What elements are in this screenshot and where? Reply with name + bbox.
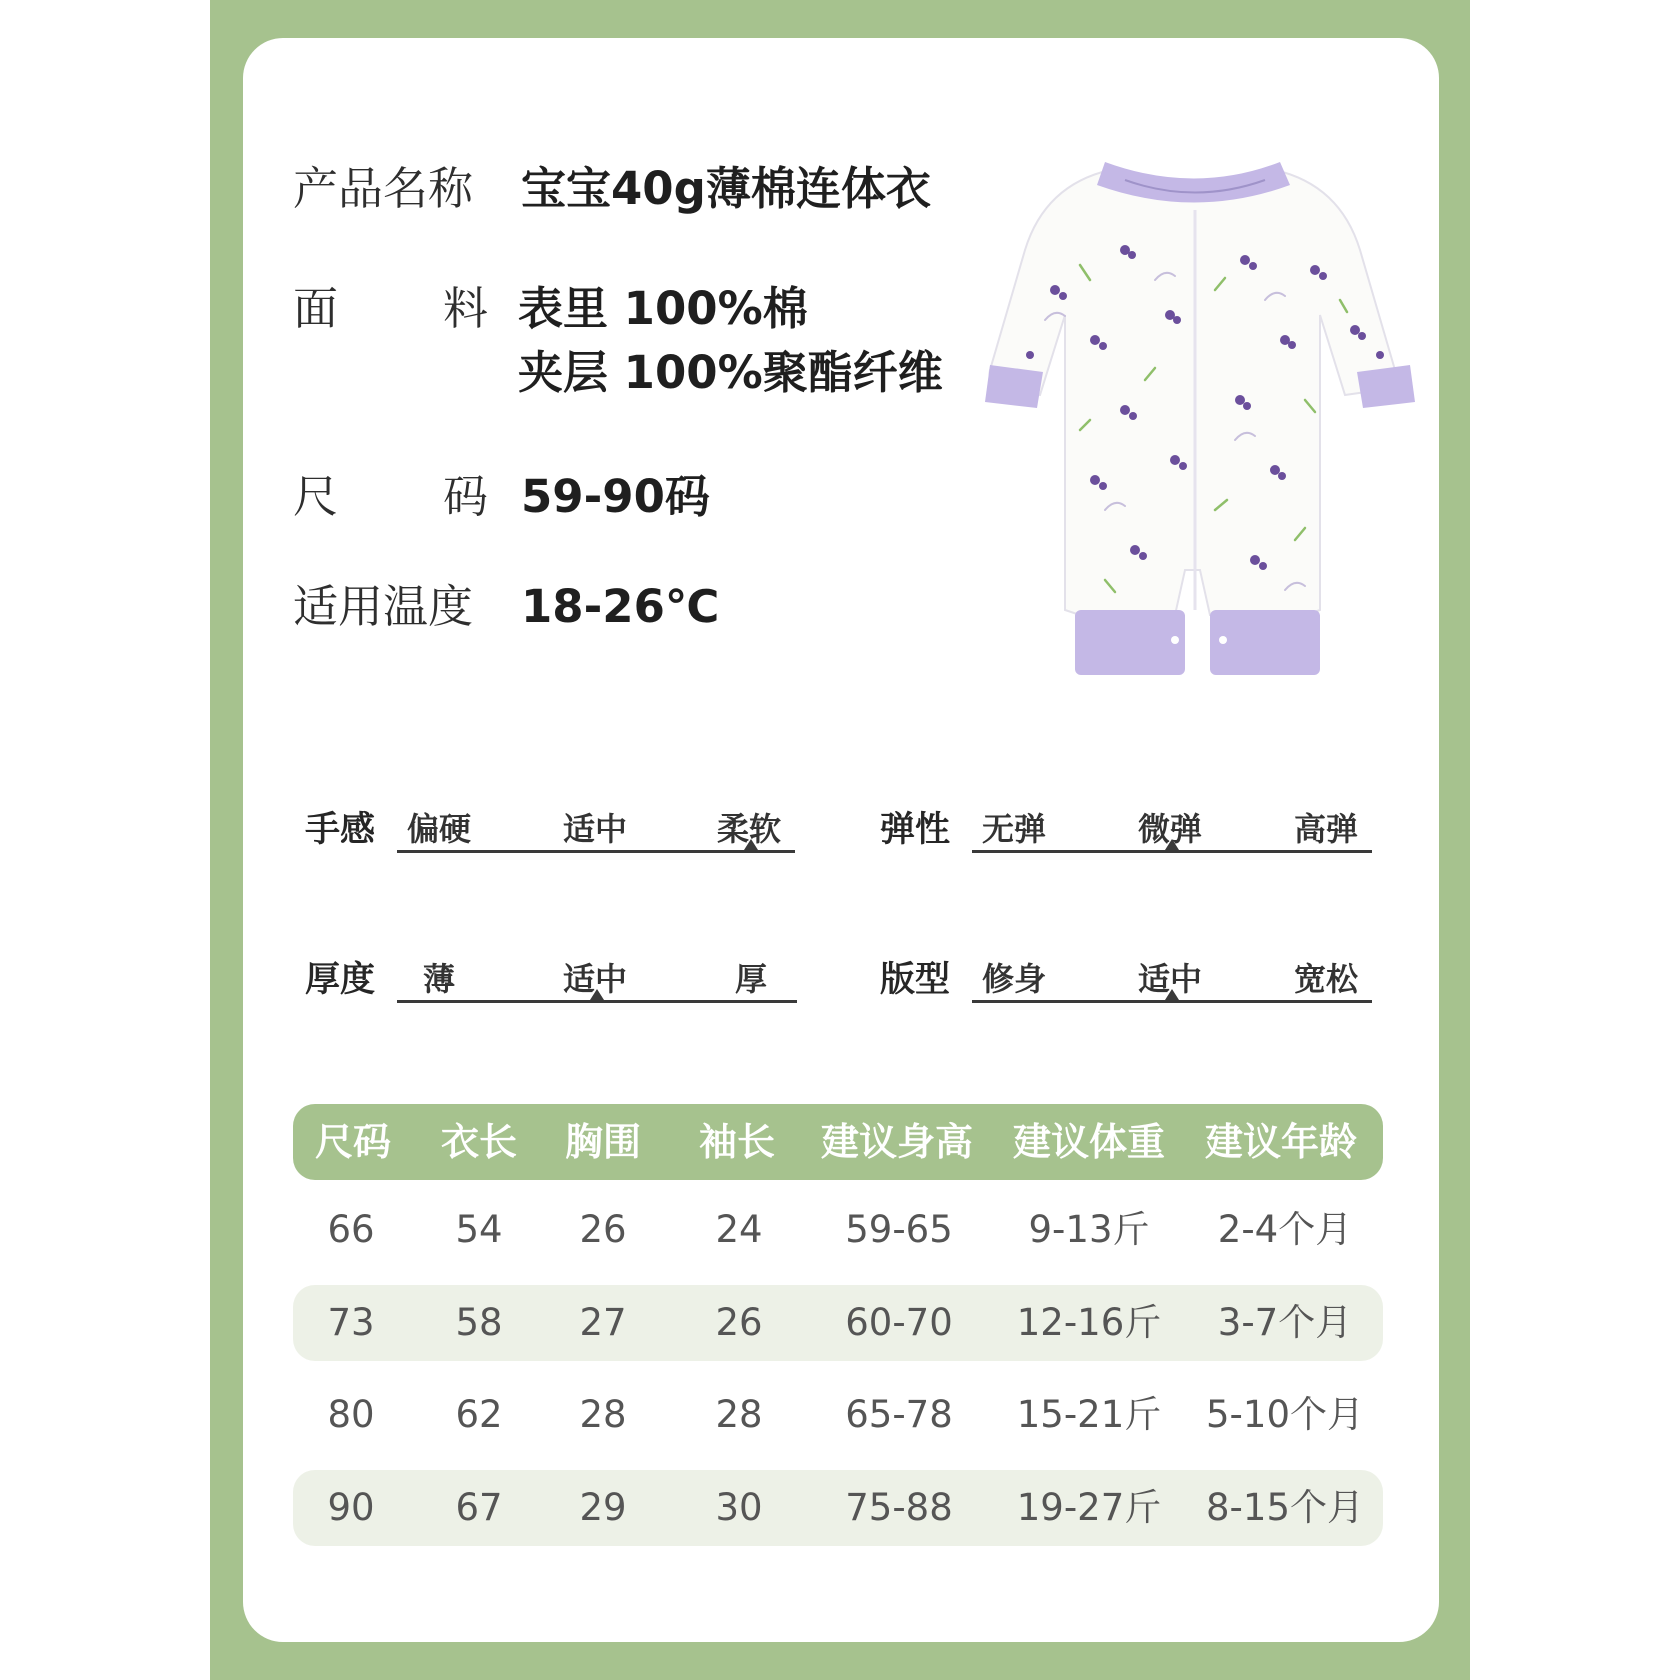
scale-option: 适中 [562, 960, 628, 998]
scale-option: 适中 [562, 810, 628, 848]
scale-marker [744, 839, 758, 850]
header-sleeve: 袖长 [698, 1120, 776, 1164]
fabric-line-1: 表里 100%棉 [518, 282, 808, 335]
table-cell: 90 [327, 1486, 375, 1529]
scale-option: 高弹 [1293, 810, 1359, 848]
scale-option: 柔软 [716, 810, 782, 848]
scale-title: 版型 [880, 960, 951, 1000]
temp-value: 18-26℃ [521, 580, 720, 633]
scale-option: 偏硬 [406, 810, 472, 848]
scale-option: 厚 [734, 960, 768, 998]
header-length: 衣长 [440, 1120, 518, 1164]
scale-option: 无弹 [981, 810, 1047, 848]
table-cell: 9-13斤 [1028, 1208, 1150, 1251]
fabric-line-2: 夹层 100%聚酯纤维 [518, 346, 943, 399]
table-cell: 12-16斤 [1016, 1301, 1162, 1344]
scale-option: 宽松 [1293, 960, 1359, 998]
romper-image [985, 140, 1415, 680]
table-cell: 58 [455, 1301, 503, 1344]
size-value: 59-90码 [521, 470, 710, 523]
scale-option: 微弹 [1137, 810, 1203, 848]
size-label [293, 470, 488, 523]
table-cell: 80 [327, 1393, 375, 1436]
scale-thickness [305, 952, 797, 1032]
table-cell: 66 [327, 1208, 375, 1251]
table-cell: 2-4个月 [1217, 1208, 1353, 1251]
table-cell: 5-10个月 [1206, 1393, 1364, 1436]
table-cell: 62 [455, 1393, 503, 1436]
table-cell: 59-65 [845, 1208, 953, 1251]
table-cell: 60-70 [845, 1301, 953, 1344]
scale-option: 修身 [981, 960, 1047, 998]
table-cell: 73 [327, 1301, 375, 1344]
scale-title: 手感 [305, 810, 376, 850]
table-cell: 28 [579, 1393, 627, 1436]
table-cell: 26 [715, 1301, 763, 1344]
scale-title: 弹性 [880, 810, 951, 850]
table-cell: 3-7个月 [1217, 1301, 1353, 1344]
scale-title: 厚度 [305, 960, 376, 1000]
scale-marker [590, 989, 604, 1000]
table-cell: 75-88 [845, 1486, 953, 1529]
header-age: 建议年龄 [1204, 1120, 1358, 1164]
table-cell: 65-78 [845, 1393, 953, 1436]
scale-option: 薄 [422, 960, 456, 998]
table-cell: 24 [715, 1208, 763, 1251]
scale-option: 适中 [1137, 960, 1203, 998]
table-cell: 30 [715, 1486, 763, 1529]
fabric-label [293, 282, 488, 335]
size-label-part: 尺 [293, 470, 339, 523]
table-cell: 29 [579, 1486, 627, 1529]
table-row [293, 1192, 1383, 1268]
header-weight: 建议体重 [1012, 1120, 1166, 1164]
table-row [293, 1377, 1383, 1453]
table-cell: 19-27斤 [1016, 1486, 1162, 1529]
name-value: 宝宝40g薄棉连体衣 [521, 162, 931, 215]
header-size: 尺码 [314, 1120, 392, 1164]
scale-line [972, 1000, 1372, 1003]
scale-line [972, 850, 1372, 853]
table-cell: 67 [455, 1486, 503, 1529]
table-cell: 15-21斤 [1016, 1393, 1162, 1436]
table-cell: 26 [579, 1208, 627, 1251]
scale-line [397, 850, 795, 853]
scale-elasticity [880, 802, 1372, 882]
table-cell: 27 [579, 1301, 627, 1344]
table-cell: 28 [715, 1393, 763, 1436]
header-height: 建议身高 [820, 1120, 974, 1164]
scale-fit [880, 952, 1372, 1032]
table-row [293, 1470, 1383, 1546]
scale-line [397, 1000, 797, 1003]
fabric-label-part: 面 [293, 282, 339, 335]
scale-marker [1165, 839, 1179, 850]
name-label: 产品名称 [293, 162, 474, 215]
fabric-label-part: 料 [442, 282, 488, 335]
size-label-part: 码 [442, 470, 488, 523]
size-table-header [293, 1104, 1383, 1180]
table-row [293, 1285, 1383, 1361]
scale-hand-feel [305, 802, 795, 882]
header-chest: 胸围 [564, 1120, 642, 1164]
temp-label: 适用温度 [293, 580, 474, 633]
table-cell: 8-15个月 [1206, 1486, 1364, 1529]
table-cell: 54 [455, 1208, 503, 1251]
scale-marker [1165, 989, 1179, 1000]
